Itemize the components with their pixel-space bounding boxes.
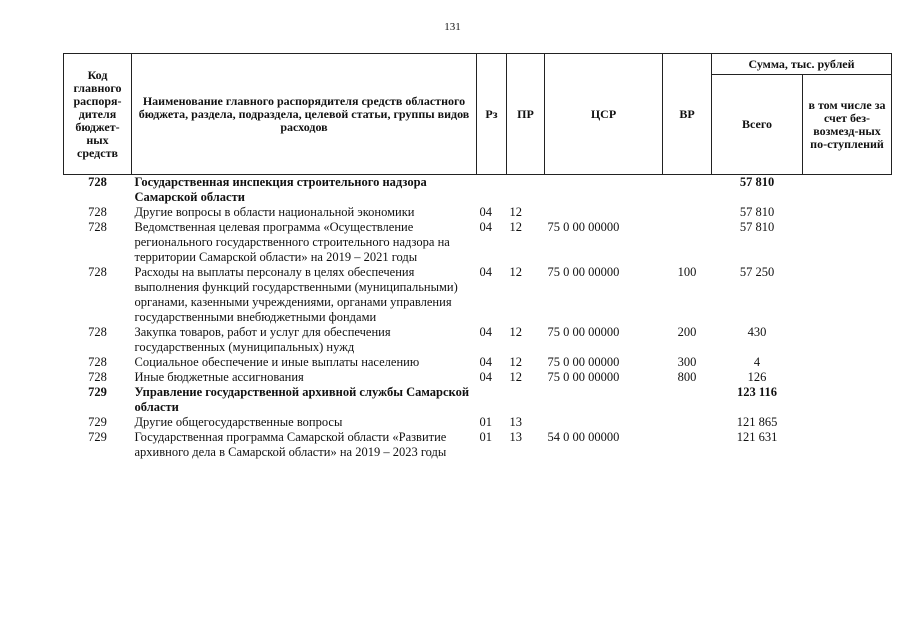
cell-csr: [545, 205, 663, 220]
cell-including: [803, 175, 892, 206]
cell-code: 728: [88, 220, 107, 234]
header-csr: ЦСР: [545, 54, 663, 175]
cell-rz: [477, 385, 507, 415]
cell-vr: 800: [677, 370, 697, 384]
header-including: в том числе за счет без-возмезд-ных по-ступлений: [803, 75, 892, 175]
cell-name: Ведомственная целевая программа «Осуществление регионального государственного строительного надзора на территории Самарской области» на 2019 – 2021 годы: [134, 220, 450, 264]
cell-vr: [663, 430, 712, 460]
cell-pr: 12: [509, 370, 522, 384]
cell-name: Закупка товаров, работ и услуг для обеспечения государственных (муниципальных) нужд: [134, 325, 391, 354]
cell-csr: [545, 415, 663, 430]
cell-vr: 200: [677, 325, 697, 339]
table-row: [64, 325, 892, 355]
header-code: Код главного распоря-дителя бюджет-ных средств: [64, 54, 132, 175]
cell-csr: 75 0 00 00000: [547, 220, 620, 234]
cell-csr: [545, 175, 663, 206]
cell-vr: 100: [677, 265, 697, 279]
header-rz: Рз: [477, 54, 507, 175]
table-row: [64, 370, 892, 385]
cell-name: Социальное обеспечение и иные выплаты населению: [134, 355, 420, 369]
cell-total: 57 810: [739, 205, 775, 219]
cell-rz: [477, 175, 507, 206]
cell-vr: [663, 220, 712, 265]
cell-including: [803, 430, 892, 460]
cell-name: Иные бюджетные ассигнования: [134, 370, 304, 384]
cell-total: 121 631: [736, 430, 778, 444]
budget-table: [63, 53, 892, 460]
cell-total: 4: [753, 355, 761, 369]
cell-pr: [507, 175, 545, 206]
cell-code: 728: [88, 265, 107, 279]
cell-including: [803, 325, 892, 355]
cell-total: 57 250: [739, 265, 775, 279]
cell-total: 126: [747, 370, 767, 384]
cell-including: [803, 205, 892, 220]
cell-rz: 04: [479, 370, 492, 384]
table-row: [64, 385, 892, 415]
cell-including: [803, 265, 892, 325]
cell-name: Расходы на выплаты персоналу в целях обеспечения выполнения функций государственными (муниципальными) органами, казенными учреждениями, органами управления государственными внебюджетными фондами: [134, 265, 458, 324]
table-header: [64, 54, 892, 175]
cell-including: [803, 220, 892, 265]
table-body: [64, 175, 892, 461]
cell-name: Государственная инспекция строительного надзора Самарской области: [134, 175, 427, 204]
cell-code: 729: [88, 415, 107, 429]
cell-pr: 12: [509, 220, 522, 234]
cell-csr: 75 0 00 00000: [547, 355, 620, 369]
cell-code: 728: [88, 205, 107, 219]
cell-csr: [545, 385, 663, 415]
cell-total: 57 810: [739, 220, 775, 234]
table-row: [64, 205, 892, 220]
cell-code: 729: [88, 430, 107, 444]
cell-total: 430: [747, 325, 767, 339]
cell-name: Другие общегосударственные вопросы: [134, 415, 343, 429]
cell-name: Государственная программа Самарской области «Развитие архивного дела в Самарской области» на 2019 – 2023 годы: [134, 430, 447, 459]
cell-vr: [663, 385, 712, 415]
table-row: [64, 175, 892, 206]
cell-vr: [663, 205, 712, 220]
cell-pr: 12: [509, 205, 522, 219]
cell-total: 121 865: [736, 415, 778, 429]
cell-total: 57 810: [739, 175, 775, 189]
table-row: [64, 355, 892, 370]
cell-total: 123 116: [737, 385, 777, 399]
cell-code: 728: [88, 175, 107, 189]
cell-name: Другие вопросы в области национальной экономики: [134, 205, 415, 219]
cell-code: 728: [88, 325, 107, 339]
table-row: [64, 415, 892, 430]
cell-including: [803, 385, 892, 415]
cell-csr: 75 0 00 00000: [547, 265, 620, 279]
cell-pr: 12: [509, 355, 522, 369]
cell-code: 728: [88, 355, 107, 369]
header-name: Наименование главного распорядителя средств областного бюджета, раздела, подраздела, целевой статьи, группы видов расходов: [132, 54, 477, 175]
cell-name: Управление государственной архивной службы Самарской области: [134, 385, 470, 414]
cell-rz: 04: [479, 325, 492, 339]
cell-vr: [663, 415, 712, 430]
cell-vr: [663, 175, 712, 206]
cell-csr: 54 0 00 00000: [547, 430, 620, 444]
cell-including: [803, 415, 892, 430]
cell-code: 728: [88, 370, 107, 384]
cell-rz: 04: [479, 355, 492, 369]
cell-code: 729: [88, 385, 107, 399]
header-vr: ВР: [663, 54, 712, 175]
table-row: [64, 265, 892, 325]
cell-rz: 01: [479, 430, 492, 444]
header-pr: ПР: [507, 54, 545, 175]
cell-rz: 04: [479, 205, 492, 219]
cell-pr: [507, 385, 545, 415]
cell-pr: 12: [509, 325, 522, 339]
cell-pr: 13: [509, 415, 522, 429]
cell-rz: 04: [479, 265, 492, 279]
cell-csr: 75 0 00 00000: [547, 370, 620, 384]
cell-including: [803, 370, 892, 385]
cell-pr: 13: [509, 430, 522, 444]
cell-vr: 300: [677, 355, 697, 369]
header-total: Всего: [712, 75, 803, 175]
table-row: [64, 220, 892, 265]
cell-pr: 12: [509, 265, 522, 279]
header-sum: Сумма, тыс. рублей: [712, 54, 892, 75]
cell-csr: 75 0 00 00000: [547, 325, 620, 339]
table-row: [64, 430, 892, 460]
cell-rz: 04: [479, 220, 492, 234]
page-number: 131: [444, 21, 461, 33]
cell-including: [803, 355, 892, 370]
cell-rz: 01: [479, 415, 492, 429]
